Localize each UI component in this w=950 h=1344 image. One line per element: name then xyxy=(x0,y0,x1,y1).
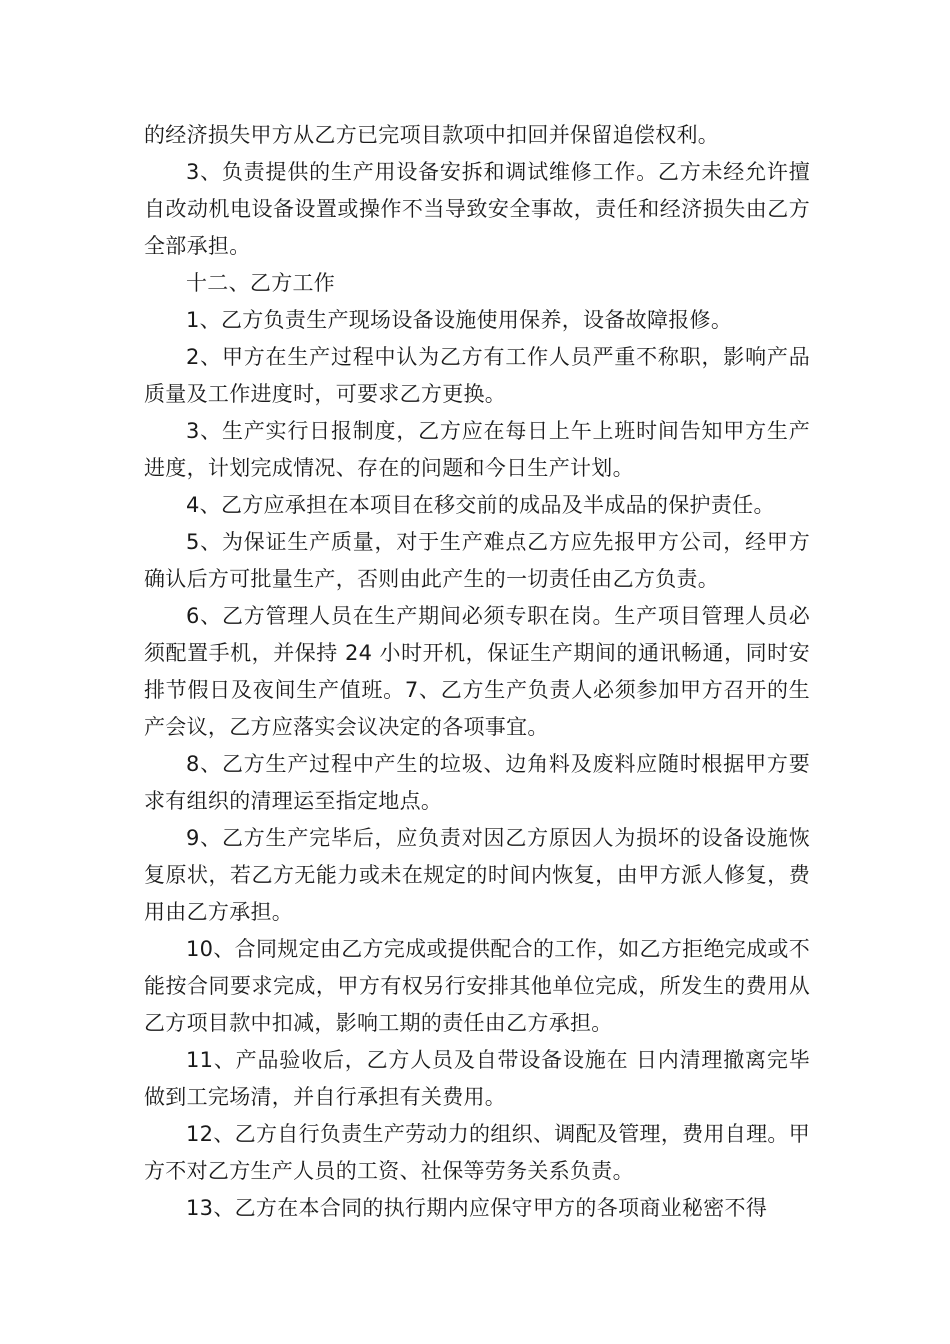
paragraph-item-8: 8、乙方生产过程中产生的垃圾、边角料及废料应随时根据甲方要求有组织的清理运至指定地点。 xyxy=(144,752,810,813)
paragraph-item-11: 11、产品验收后，乙方人员及自带设备设施在 日内清理撤离完毕做到工完场清，并自行承担有关费用。 xyxy=(144,1048,810,1109)
paragraph-item-5: 5、为保证生产质量，对于生产难点乙方应先报甲方公司，经甲方确认后方可批量生产，否则由此产生的一切责任由乙方负责。 xyxy=(144,530,810,591)
paragraph-item-12: 12、乙方自行负责生产劳动力的组织、调配及管理，费用自理。甲方不对乙方生产人员的工资、社保等劳务关系负责。 xyxy=(144,1122,810,1183)
paragraph-item-10: 10、合同规定由乙方完成或提供配合的工作，如乙方拒绝完成或不能按合同要求完成，甲方有权另行安排其他单位完成，所发生的费用从乙方项目款中扣减，影响工期的责任由乙方承担。 xyxy=(144,937,810,1035)
paragraph-item-1: 1、乙方负责生产现场设备设施使用保养，设备故障报修。 xyxy=(186,308,733,332)
paragraph-item-6-7: 6、乙方管理人员在生产期间必须专职在岗。生产项目管理人员必须配置手机，并保持 24 小时开机，保证生产期间的通讯畅通，同时安排节假日及夜间生产值班。7、乙方生产负责人必须参加甲方召开的生产会议，乙方应落实会议决定的各项事宜。 xyxy=(144,604,810,739)
paragraph-item-3: 3、生产实行日报制度，乙方应在每日上午上班时间告知甲方生产进度，计划完成情况、存在的问题和今日生产计划。 xyxy=(144,419,810,480)
paragraph-item-13: 13、乙方在本合同的执行期内应保守甲方的各项商业秘密不得 xyxy=(186,1196,768,1220)
paragraph-continuation: 的经济损失甲方从乙方已完项目款项中扣回并保留追偿权利。 xyxy=(144,123,720,147)
paragraph-item-3-equipment: 3、负责提供的生产用设备安拆和调试维修工作。乙方未经允许擅自改动机电设备设置或操作不当导致安全事故，责任和经济损失由乙方全部承担。 xyxy=(144,160,810,258)
section-heading-12: 十二、乙方工作 xyxy=(186,271,336,295)
document-body xyxy=(144,117,810,1227)
paragraph-item-9: 9、乙方生产完毕后，应负责对因乙方原因人为损坏的设备设施恢复原状，若乙方无能力或未在规定的时间内恢复，由甲方派人修复，费用由乙方承担。 xyxy=(144,826,810,924)
paragraph-item-2: 2、甲方在生产过程中认为乙方有工作人员严重不称职，影响产品质量及工作进度时，可要求乙方更换。 xyxy=(144,345,810,406)
paragraph-item-4: 4、乙方应承担在本项目在移交前的成品及半成品的保护责任。 xyxy=(186,493,775,517)
